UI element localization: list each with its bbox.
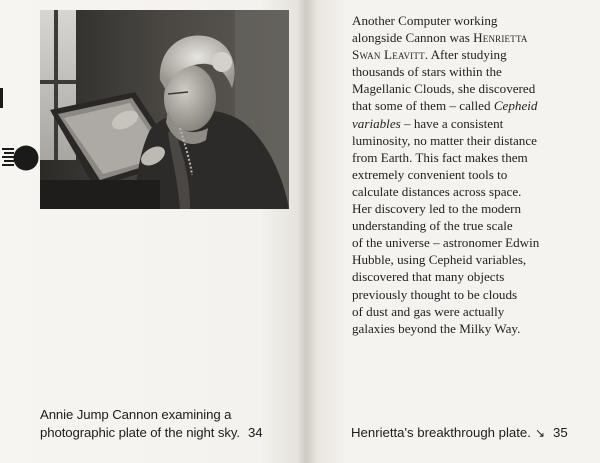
text-line: Magellanic Clouds, she discovered [352, 81, 536, 97]
text-line: calculate distances across space. [352, 183, 522, 199]
caption-line-2: photographic plate of the night sky. [40, 424, 240, 440]
text-line: Another Computer working [352, 13, 498, 28]
text-line: from Earth. This fact makes them [352, 149, 528, 165]
text-fragment: . After studying [424, 47, 507, 63]
text-line: alongside Cannon was [352, 30, 470, 46]
arrow-down-right-icon: ↘ [534, 426, 545, 440]
figure-caption-right [351, 424, 568, 442]
edge-dot-mark [2, 143, 39, 173]
text-line: Hubble, using Cepheid variables, [352, 252, 527, 268]
body-paragraph [352, 12, 584, 337]
text-line: luminosity, no matter their distance [352, 132, 537, 148]
text-line: thousands of stars within the [352, 64, 502, 80]
name-swan-leavitt: Swan Leavitt [352, 47, 425, 63]
text-line: of the universe – astronomer Edwin [352, 235, 540, 251]
text-line: of dust and gas were actually [352, 303, 505, 319]
text-line: understanding of the true scale [352, 218, 513, 234]
text-line: Her discovery led to the modern [352, 201, 522, 217]
text-line: previously thought to be clouds [352, 286, 518, 302]
text-line: that some of them – called [352, 98, 491, 114]
caption-line-1: Annie Jump Cannon examining a [40, 407, 232, 422]
text-line: extremely convenient tools to [352, 166, 508, 182]
text-line: discovered that many objects [352, 269, 505, 285]
edge-mark [0, 88, 3, 108]
page-number-left: 34 [247, 424, 263, 440]
caption-right-text: Henrietta's breakthrough plate. [351, 425, 531, 440]
page-number-right: 35 [553, 425, 568, 440]
name-henrietta: Henrietta [473, 30, 528, 46]
text-fragment: – have a consistent [400, 115, 504, 131]
photograph-cannon [40, 10, 289, 209]
term-cepheid: Cepheid [493, 98, 538, 114]
term-variables: variables [352, 115, 401, 131]
text-line: galaxies beyond the Milky Way. [352, 320, 521, 336]
figure-caption-left [40, 406, 290, 441]
